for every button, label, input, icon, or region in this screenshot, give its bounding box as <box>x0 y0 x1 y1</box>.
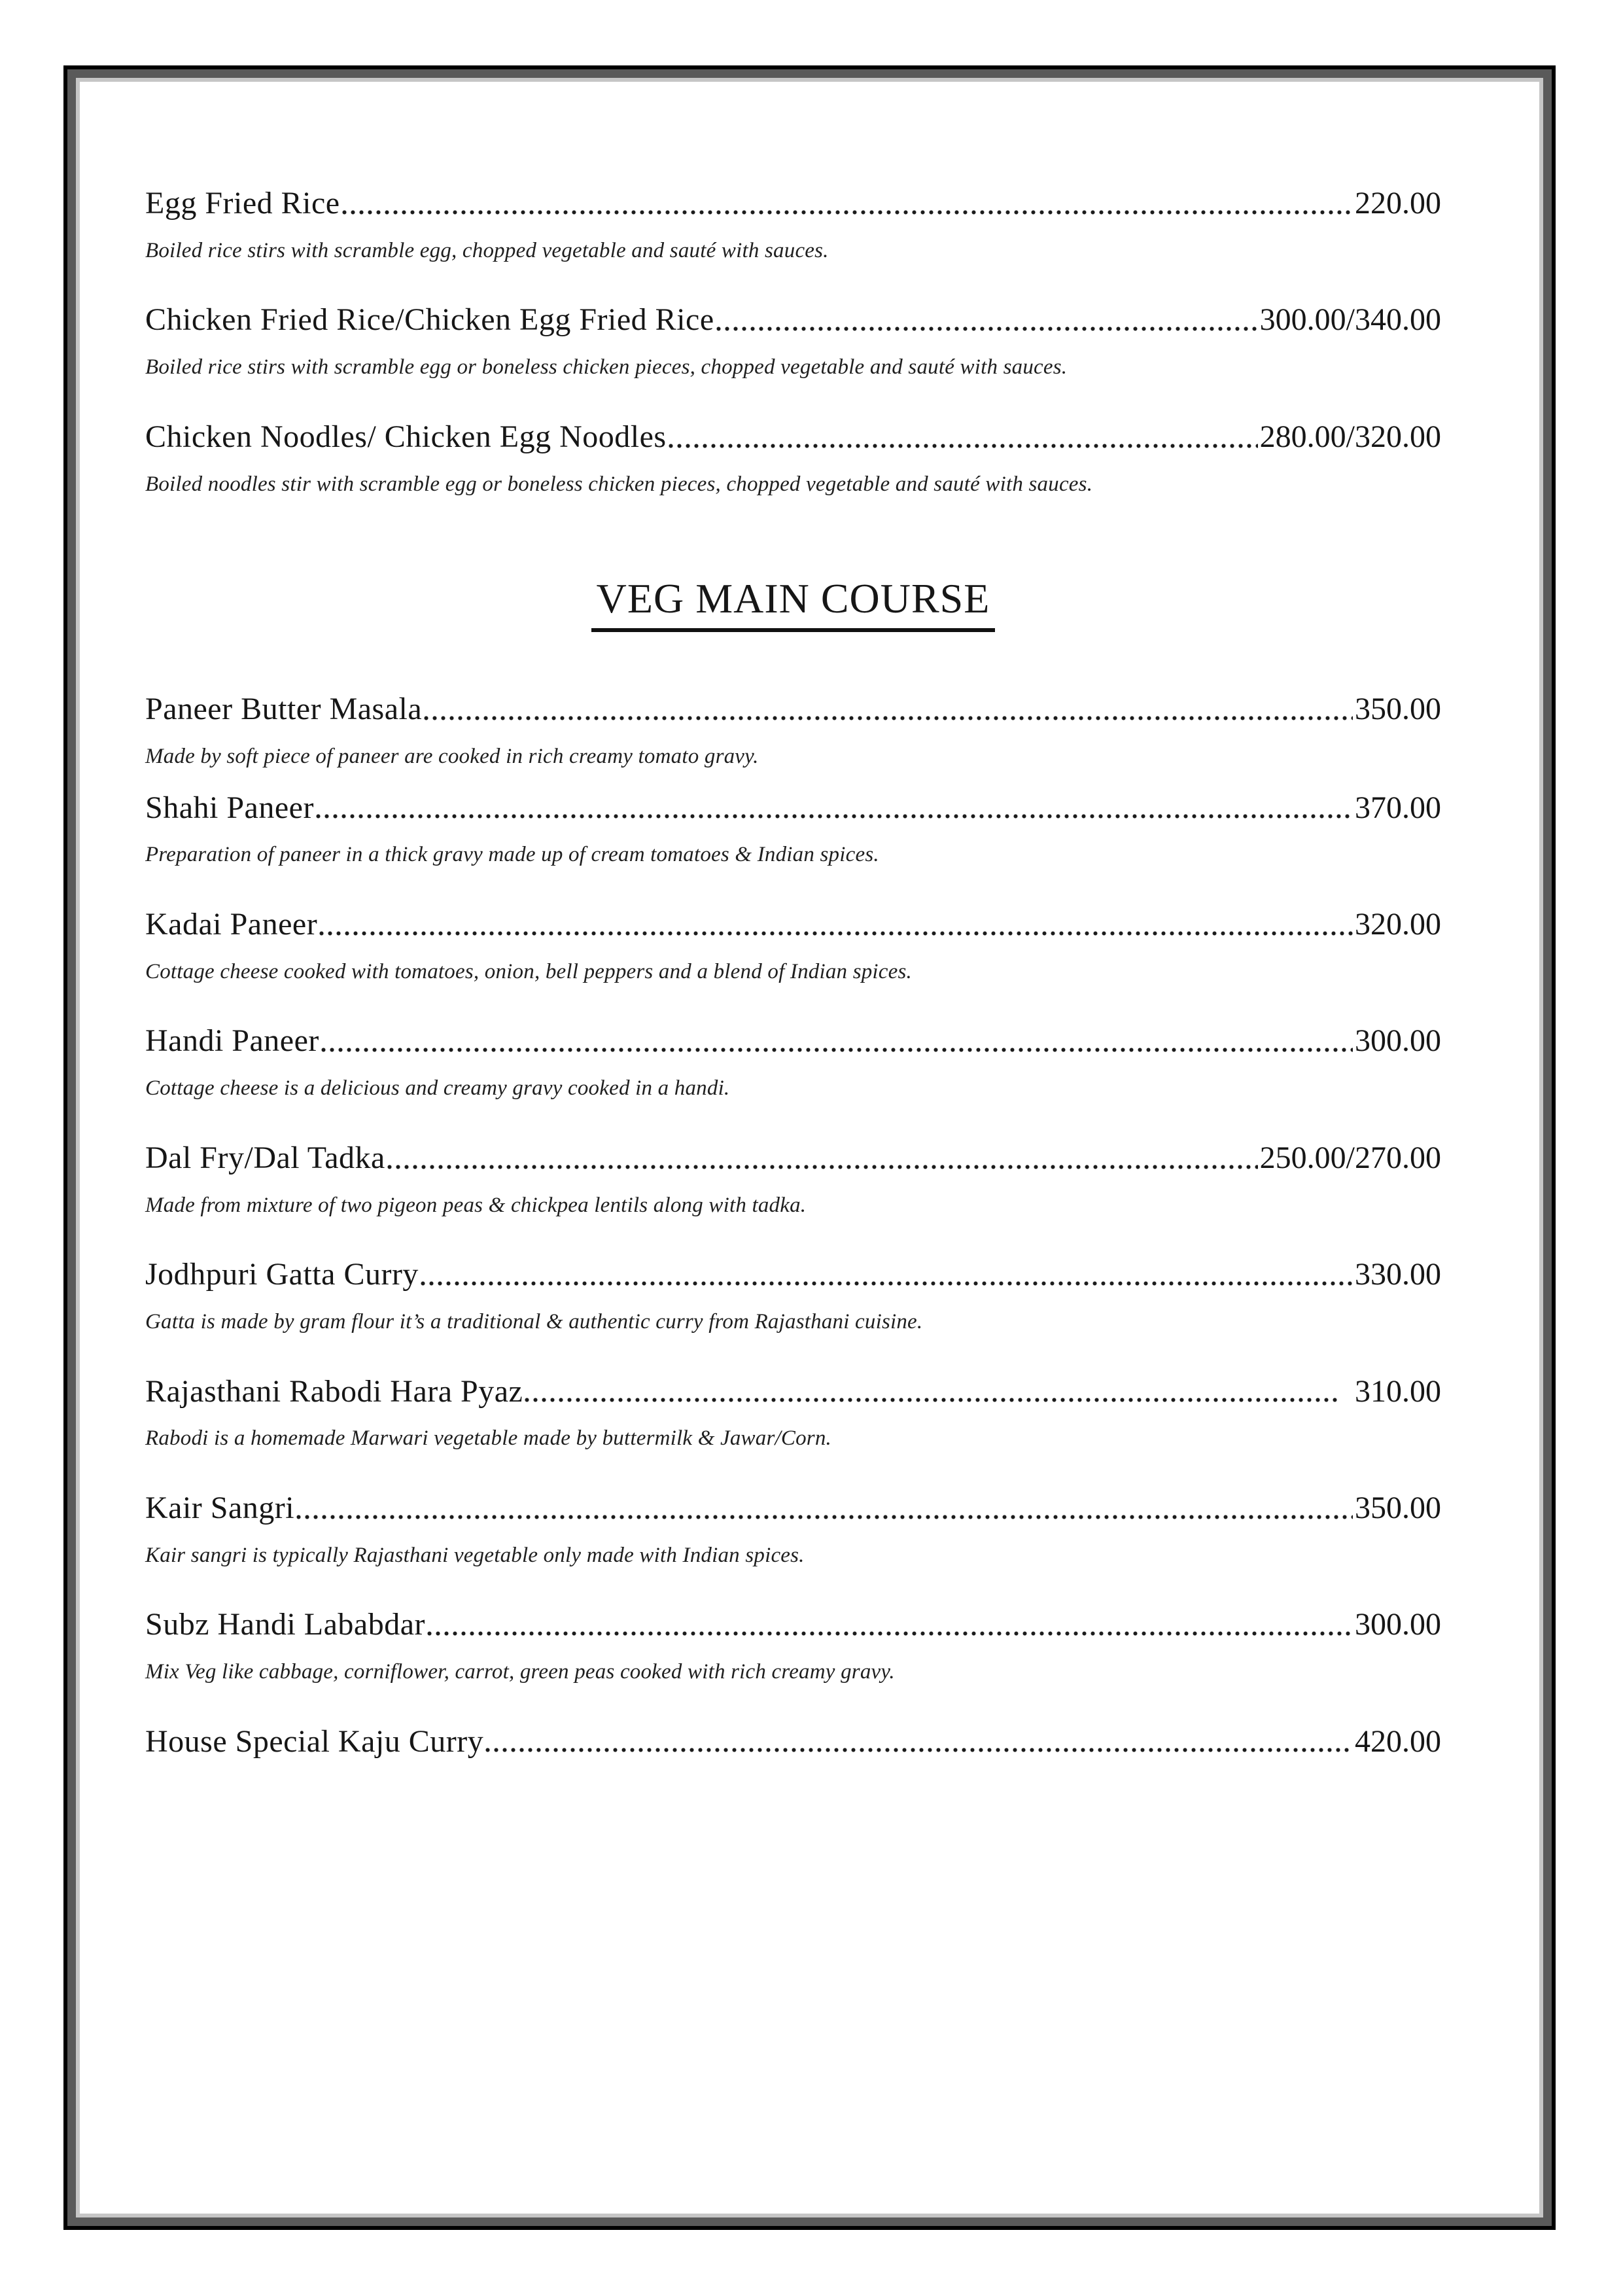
section-heading-veg-main-course <box>145 574 1441 632</box>
menu-item-row <box>145 692 1441 727</box>
menu-item-row <box>145 1141 1441 1176</box>
menu-item-price: 310.00 <box>1355 1373 1441 1409</box>
dot-leader <box>387 1165 1258 1169</box>
dot-leader <box>342 210 1353 215</box>
frame-inner-band <box>76 78 1543 2217</box>
menu-item-name: House Special Kaju Curry <box>145 1723 484 1759</box>
menu-item-row <box>145 420 1441 455</box>
menu-item-price: 250.00/270.00 <box>1259 1140 1441 1175</box>
menu-item-description: Made from mixture of two pigeon peas & chickpea lentils along with tadka. <box>145 1193 807 1217</box>
menu-item-name: Chicken Noodles/ Chicken Egg Noodles <box>145 419 667 454</box>
dot-leader <box>427 1631 1353 1636</box>
menu-item-name: Chicken Fried Rice/Chicken Egg Fried Rice <box>145 302 714 338</box>
menu-item <box>145 186 1441 264</box>
menu-item-row <box>145 1608 1441 1642</box>
menu-item <box>145 1024 1441 1101</box>
menu-item-price: 370.00 <box>1355 790 1441 825</box>
menu-item <box>145 1608 1441 1685</box>
menu-item <box>145 1375 1441 1452</box>
dot-leader <box>421 1281 1353 1286</box>
menu-item-description: Made by soft piece of paneer are cooked in rich creamy tomato gravy. <box>145 744 759 768</box>
menu-item <box>145 791 1441 868</box>
menu-item-row <box>145 1024 1441 1059</box>
menu-item <box>145 1258 1441 1335</box>
menu-item <box>145 303 1441 380</box>
menu-item-name: Jodhpuri Gatta Curry <box>145 1257 419 1292</box>
menu-item <box>145 1725 1441 1759</box>
menu-item-name: Rajasthani Rabodi Hara Pyaz <box>145 1373 523 1409</box>
menu-item-description: Boiled rice stirs with scramble egg, chopped vegetable and sauté with sauces. <box>145 238 829 262</box>
dot-leader <box>319 931 1353 936</box>
menu-item-description: Boiled noodles stir with scramble egg or boneless chicken pieces, chopped vegetable and sauté with sauces. <box>145 472 1093 496</box>
menu-item-name: Shahi Paneer <box>145 790 314 825</box>
menu-item-description: Cottage cheese cooked with tomatoes, onion, bell peppers and a blend of Indian spices. <box>145 959 912 983</box>
menu-item-row <box>145 186 1441 221</box>
menu-item-row <box>145 303 1441 338</box>
menu-item-price: 300.00/340.00 <box>1259 302 1441 338</box>
menu-item-description: Kair sangri is typically Rajasthani vegetable only made with Indian spices. <box>145 1543 805 1567</box>
menu-page-content <box>80 82 1539 2214</box>
dot-leader <box>485 1748 1353 1752</box>
menu-item-name: Egg Fried Rice <box>145 186 340 221</box>
menu-item-price: 280.00/320.00 <box>1259 419 1441 454</box>
section-rice-noodles <box>145 186 1441 497</box>
menu-item <box>145 420 1441 497</box>
menu-item <box>145 1491 1441 1568</box>
dot-leader <box>424 716 1353 720</box>
menu-item-name: Kadai Paneer <box>145 906 318 942</box>
menu-item-name: Paneer Butter Masala <box>145 692 423 727</box>
menu-item-row <box>145 908 1441 942</box>
section-heading-text: VEG MAIN COURSE <box>591 574 996 632</box>
dot-leader <box>296 1515 1353 1519</box>
page-frame <box>63 65 1556 2230</box>
dot-leader <box>321 1048 1353 1052</box>
menu-item <box>145 908 1441 985</box>
menu-item-price: 350.00 <box>1355 1490 1441 1525</box>
dot-leader <box>525 1398 1338 1402</box>
menu-item-price: 220.00 <box>1355 186 1441 221</box>
dot-leader <box>316 814 1353 819</box>
menu-item-name: Subz Handi Lababdar <box>145 1607 426 1642</box>
menu-item-row <box>145 1491 1441 1526</box>
menu-item-price: 420.00 <box>1355 1723 1441 1759</box>
menu-item <box>145 692 1441 769</box>
menu-item-description: Cottage cheese is a delicious and creamy gravy cooked in a handi. <box>145 1076 730 1101</box>
menu-item-price: 300.00 <box>1355 1023 1441 1059</box>
dot-leader <box>669 444 1258 448</box>
menu-item-description: Gatta is made by gram flour it’s a traditional & authentic curry from Rajasthani cuisine. <box>145 1309 923 1333</box>
menu-item-price: 350.00 <box>1355 692 1441 727</box>
dot-leader <box>716 327 1258 331</box>
menu-item-description: Rabodi is a homemade Marwari vegetable made by buttermilk & Jawar/Corn. <box>145 1426 831 1451</box>
menu-item-row <box>145 1258 1441 1292</box>
menu-item-row <box>145 1725 1441 1759</box>
menu-item-row <box>145 1375 1441 1409</box>
menu-item-name: Handi Paneer <box>145 1023 319 1059</box>
menu-item-description: Preparation of paneer in a thick gravy made up of cream tomatoes & Indian spices. <box>145 843 879 867</box>
menu-item-price: 330.00 <box>1355 1257 1441 1292</box>
frame-mid-band <box>67 69 1552 2226</box>
menu-item <box>145 1141 1441 1218</box>
section-veg-main-course <box>145 692 1441 1759</box>
menu-item-description: Mix Veg like cabbage, corniflower, carrot, green peas cooked with rich creamy gravy. <box>145 1660 895 1684</box>
menu-item-price: 320.00 <box>1355 906 1441 942</box>
menu-item-name: Dal Fry/Dal Tadka <box>145 1140 385 1175</box>
menu-item-name: Kair Sangri <box>145 1490 295 1525</box>
menu-item-row <box>145 791 1441 826</box>
menu-item-description: Boiled rice stirs with scramble egg or boneless chicken pieces, chopped vegetable and sauté with sauces. <box>145 355 1068 380</box>
menu-item-price: 300.00 <box>1355 1607 1441 1642</box>
